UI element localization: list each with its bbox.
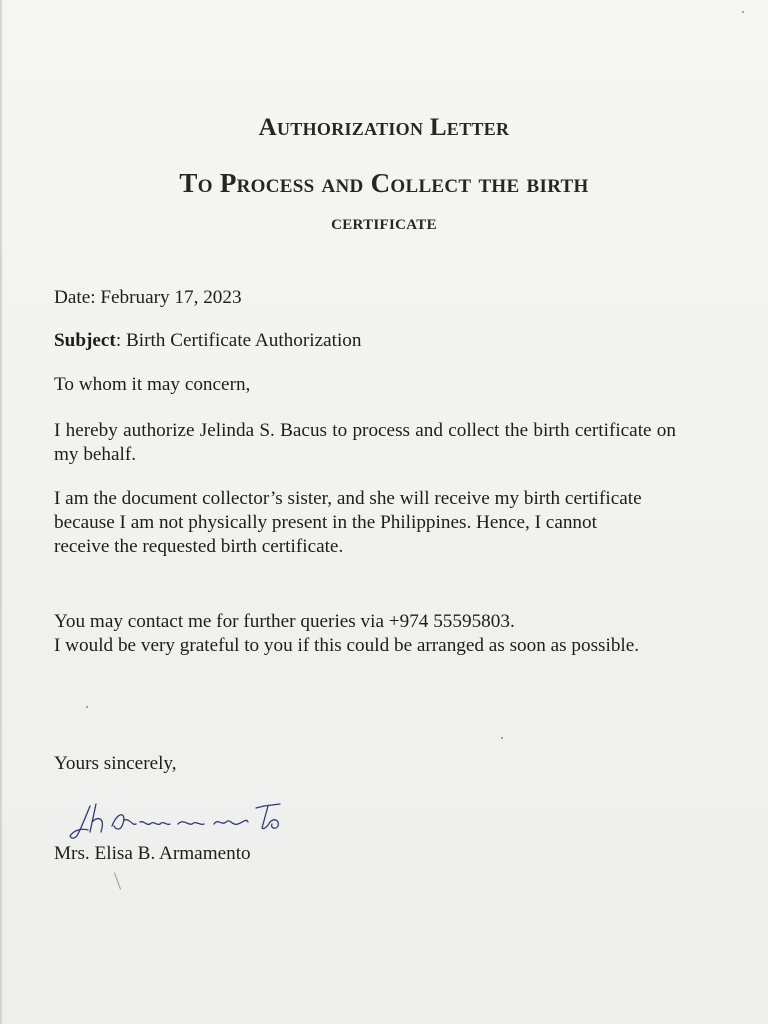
signature-stroke [178, 822, 204, 825]
complimentary-close: Yours sincerely, [54, 753, 177, 774]
paper-edge-shadow [0, 0, 3, 1024]
signature-stroke [70, 806, 90, 838]
letter-date: Date: February 17, 2023 [54, 287, 242, 308]
salutation: To whom it may concern, [54, 374, 251, 395]
signature-stroke [214, 820, 248, 824]
paragraph-contact [54, 610, 676, 658]
paper-speck [86, 706, 88, 708]
letter-subtitle-line-2: certificate [331, 209, 437, 234]
signer-name: Mrs. Elisa B. Armamento [54, 843, 251, 864]
subject-label: Subject [54, 330, 116, 351]
paragraph-authorization: I hereby authorize Jelinda S. Bacus to process and collect the birth certificate on my behalf. [54, 420, 676, 465]
subject-text: : Birth Certificate Authorization [115, 330, 362, 351]
subject-line [54, 329, 676, 353]
signature-stroke [140, 822, 170, 825]
signature-stroke [256, 804, 280, 829]
signature-stroke [90, 804, 102, 832]
paragraph-reason: I am the document collector’s sister, and she will receive my birth certificate because I am not physically present in the Philippines. Hence, I cannot receive the requested birth certificate. [54, 488, 642, 557]
letter-title: Authorization Letter [258, 114, 510, 141]
closing-request: I would be very grateful to you if this could be arranged as soon as possible. [54, 635, 640, 656]
paper-speck [742, 11, 744, 13]
contact-line: You may contact me for further queries via +974 55595803. [54, 611, 515, 632]
signature-stroke [112, 815, 136, 829]
paper-speck [501, 737, 503, 739]
paper-speck [114, 872, 121, 889]
letter-subtitle-line-1: To Process and Collect the birth [179, 168, 589, 198]
